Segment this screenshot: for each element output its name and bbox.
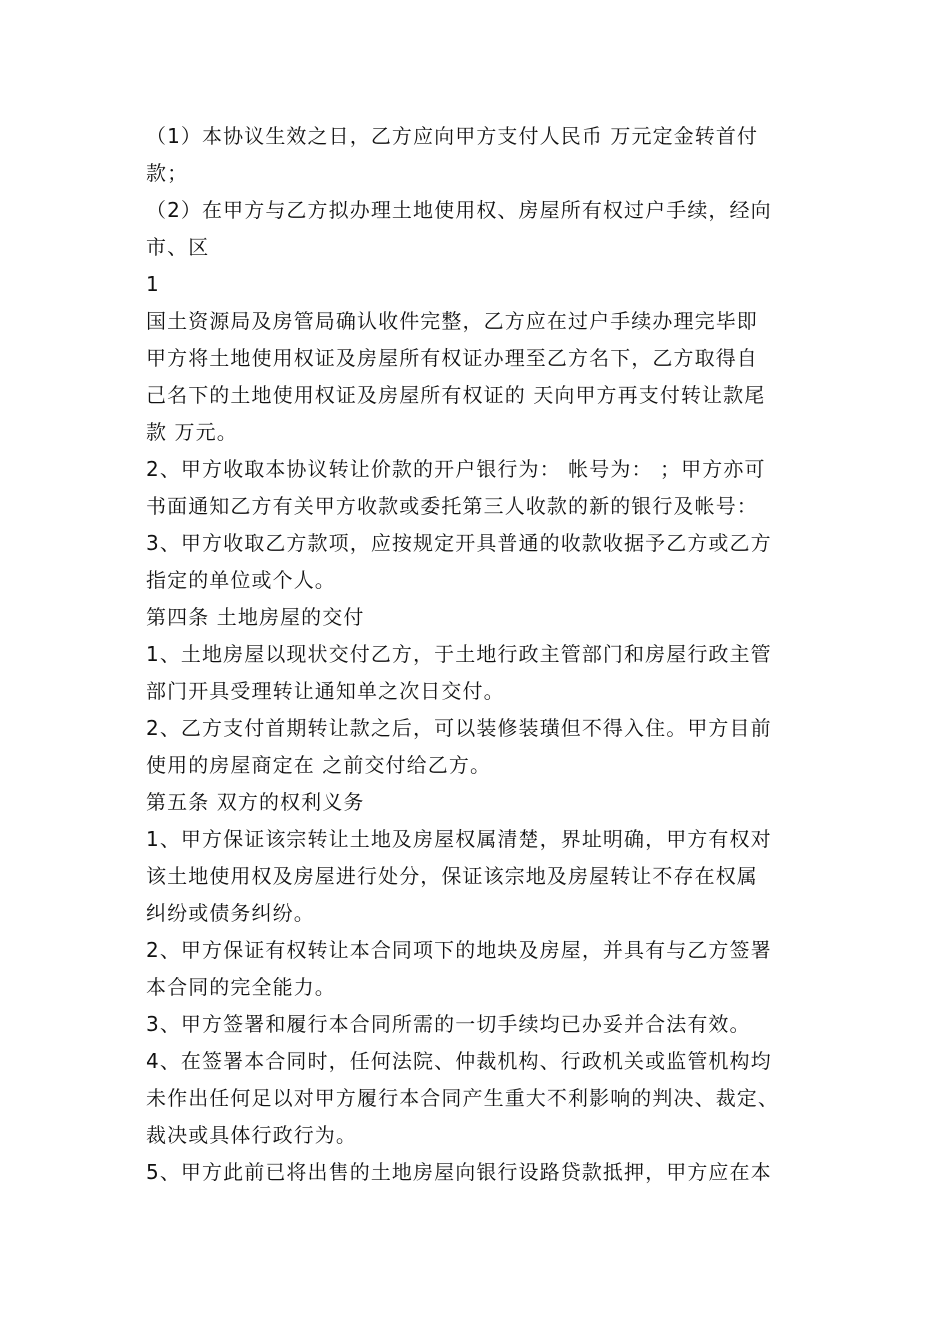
text-line: 该土地使用权及房屋进行处分，保证该宗地及房屋转让不存在权属: [146, 864, 758, 888]
text-line: 指定的单位或个人。: [146, 568, 336, 592]
text-line: 市、区: [146, 235, 210, 259]
text-line: 2、甲方收取本协议转让价款的开户银行为： 帐号为： ；甲方亦可: [146, 457, 766, 481]
text-line: 5、甲方此前已将出售的土地房屋向银行设路贷款抵押，甲方应在本: [146, 1160, 772, 1184]
text-line: 己名下的土地使用权证及房屋所有权证的 天向甲方再支付转让款尾: [146, 383, 766, 407]
text-line: 部门开具受理转让通知单之次日交付。: [146, 679, 505, 703]
text-line: 1、土地房屋以现状交付乙方，于土地行政主管部门和房屋行政主管: [146, 642, 772, 666]
text-line: 1、甲方保证该宗转让土地及房屋权属清楚，界址明确，甲方有权对: [146, 827, 772, 851]
text-line: （1）本协议生效之日，乙方应向甲方支付人民币 万元定金转首付: [146, 124, 759, 148]
text-line: 国土资源局及房管局确认收件完整，乙方应在过户手续办理完毕即: [146, 309, 758, 333]
text-line: 书面通知乙方有关甲方收款或委托第三人收款的新的银行及帐号：: [146, 494, 758, 518]
text-line: 使用的房屋商定在 之前交付给乙方。: [146, 753, 492, 777]
text-line: 款；: [146, 161, 189, 185]
text-line: 4、在签署本合同时，任何法院、仲裁机构、行政机关或监管机构均: [146, 1049, 772, 1073]
text-line: 3、甲方签署和履行本合同所需的一切手续均已办妥并合法有效。: [146, 1012, 751, 1036]
text-line: 2、乙方支付首期转让款之后，可以装修装璜但不得入住。甲方目前: [146, 716, 772, 740]
text-line: 3、甲方收取乙方款项，应按规定开具普通的收款收据予乙方或乙方: [146, 531, 772, 555]
text-line: 裁决或具体行政行为。: [146, 1123, 357, 1147]
section-heading: 第四条 土地房屋的交付: [146, 605, 365, 629]
text-line: 2、甲方保证有权转让本合同项下的地块及房屋，并具有与乙方签署: [146, 938, 772, 962]
text-line: 甲方将土地使用权证及房屋所有权证办理至乙方名下，乙方取得自: [146, 346, 758, 370]
text-line: 款 万元。: [146, 420, 238, 444]
text-line: 本合同的完全能力。: [146, 975, 336, 999]
text-line: 纠纷或债务纠纷。: [146, 901, 315, 925]
page-number: 1: [146, 272, 160, 296]
section-heading: 第五条 双方的权利义务: [146, 790, 365, 814]
document-body: [146, 118, 836, 1191]
text-line: （2）在甲方与乙方拟办理土地使用权、房屋所有权过户手续，经向: [146, 198, 772, 222]
text-line: 未作出任何足以对甲方履行本合同产生重大不利影响的判决、裁定、: [146, 1086, 779, 1110]
